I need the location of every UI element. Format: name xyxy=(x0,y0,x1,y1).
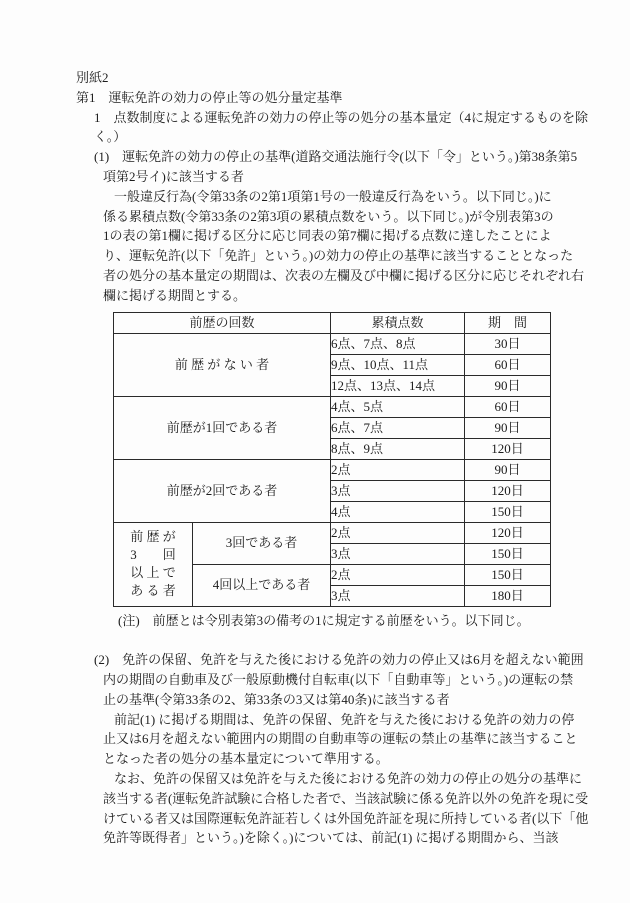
history-label-cell: 前歴が1回である者 xyxy=(114,396,331,459)
text-line: (2) 免許の保留、免許を与えた後における免許の効力の停止又は6月を超えない範囲 xyxy=(94,652,584,668)
points-cell: 6点、7点、8点 xyxy=(331,333,465,354)
suspension-period-table xyxy=(113,312,551,607)
text-line: く。） xyxy=(94,129,127,145)
section-heading: 第1 運転免許の効力の停止等の処分量定基準 xyxy=(76,89,343,105)
period-cell: 150日 xyxy=(465,543,551,564)
subgroup-label-cell: 4回以上である者 xyxy=(193,564,331,606)
history-label-line: あ る 者 xyxy=(130,583,176,599)
history-label-line: 前 歴 が xyxy=(130,529,176,545)
table-row xyxy=(114,396,551,417)
text-line: 前記(1) に掲げる期間は、免許の保留、免許を与えた後における免許の効力の停 xyxy=(114,711,575,727)
table-row xyxy=(114,522,551,543)
period-cell: 120日 xyxy=(465,522,551,543)
period-cell: 30日 xyxy=(465,333,551,354)
history-label-cell: 前 歴 が な い 者 xyxy=(114,333,331,396)
points-cell: 3点 xyxy=(331,543,465,564)
points-cell: 3点 xyxy=(331,585,465,606)
text-line: 欄に掲げる期間とする。 xyxy=(103,287,247,303)
table-row xyxy=(114,333,551,354)
table-note: (注) 前歴とは令別表第3の備考の1に規定する前歴をいう。以下同じ。 xyxy=(118,612,530,628)
period-cell: 90日 xyxy=(465,459,551,480)
points-cell: 9点、10点、11点 xyxy=(331,354,465,375)
points-cell: 8点、9点 xyxy=(331,438,465,459)
period-cell: 120日 xyxy=(465,438,551,459)
text-line: となった者の処分の基本量定について準用する。 xyxy=(103,751,389,767)
period-cell: 60日 xyxy=(465,354,551,375)
period-cell: 150日 xyxy=(465,501,551,522)
header-history-count: 前歴の回数 xyxy=(114,312,331,333)
table-row xyxy=(114,459,551,480)
header-period: 期 間 xyxy=(465,312,551,333)
text-line: 該当する者(運転免許試験に合格した者で、当該試験に係る免許以外の免許を現に受 xyxy=(103,790,589,806)
text-line: 止の基準(令第33条の2、第33条の3又は第40条)に該当する者 xyxy=(103,691,450,707)
period-cell: 60日 xyxy=(465,396,551,417)
text-line: 止又は6月を超えない範囲内の期間の自動車等の運転の禁止の基準に該当すること xyxy=(103,731,578,747)
attachment-label: 別紙2 xyxy=(76,70,109,85)
points-cell: 2点 xyxy=(331,564,465,585)
text-line: 1の表の第1欄に掲げる区分に応じ同表の第7欄に掲げる点数に達したことによ xyxy=(103,228,552,244)
period-cell: 90日 xyxy=(465,417,551,438)
header-accumulated-points: 累積点数 xyxy=(331,312,465,333)
history-label-cell: 前歴が2回である者 xyxy=(114,459,331,522)
history-label-line: 以 上 で xyxy=(130,565,176,581)
text-line: 項第2号イ)に該当する者 xyxy=(103,168,244,184)
period-cell: 180日 xyxy=(465,585,551,606)
text-line: 1 点数制度による運転免許の効力の停止等の処分の基本量定（4に規定するものを除 xyxy=(94,109,589,125)
text-line: なお、免許の保留又は免許を与えた後における免許の効力の停止の処分の基準に xyxy=(114,770,583,786)
text-line: り、運転免許(以下「免許」という。)の効力の停止の基準に該当することとなった xyxy=(103,248,574,264)
period-cell: 90日 xyxy=(465,375,551,396)
points-cell: 2点 xyxy=(331,459,465,480)
points-cell: 6点、7点 xyxy=(331,417,465,438)
points-cell: 12点、13点、14点 xyxy=(331,375,465,396)
period-cell: 120日 xyxy=(465,480,551,501)
subgroup-label-cell: 3回である者 xyxy=(193,522,331,564)
period-cell: 150日 xyxy=(465,564,551,585)
history-label-cell xyxy=(114,522,193,606)
text-line: 一般違反行為(令第33条の2第1項第1号の一般違反行為をいう。以下同じ。)に xyxy=(114,188,552,204)
points-cell: 2点 xyxy=(331,522,465,543)
text-line: 免許等既得者」という。)を除く。)については、前記(1) に掲げる期間から、当該 xyxy=(103,830,559,846)
text-line: 者の処分の基本量定の期間は、次表の左欄及び中欄に掲げる区分に応じそれぞれ右 xyxy=(103,267,585,283)
points-cell: 4点、5点 xyxy=(331,396,465,417)
table-header-row xyxy=(114,312,551,333)
text-line: けている者又は国際運転免許証若しくは外国免許証を現に所持している者(以下「他 xyxy=(103,810,589,826)
text-line: 係る累積点数(令第33条の2第3項の累積点数をいう。以下同じ。)が令別表第3の xyxy=(103,208,554,224)
text-line: 内の期間の自動車及び一般原動機付自転車(以下「自動車等」という。)の運転の禁 xyxy=(103,671,574,687)
text-line: (1) 運転免許の効力の停止の基準(道路交通法施行令(以下「令」という。)第38条第5 xyxy=(94,149,578,165)
points-cell: 3点 xyxy=(331,480,465,501)
blank-line xyxy=(0,630,630,650)
points-cell: 4点 xyxy=(331,501,465,522)
history-label-line: 3 回 xyxy=(130,547,176,563)
